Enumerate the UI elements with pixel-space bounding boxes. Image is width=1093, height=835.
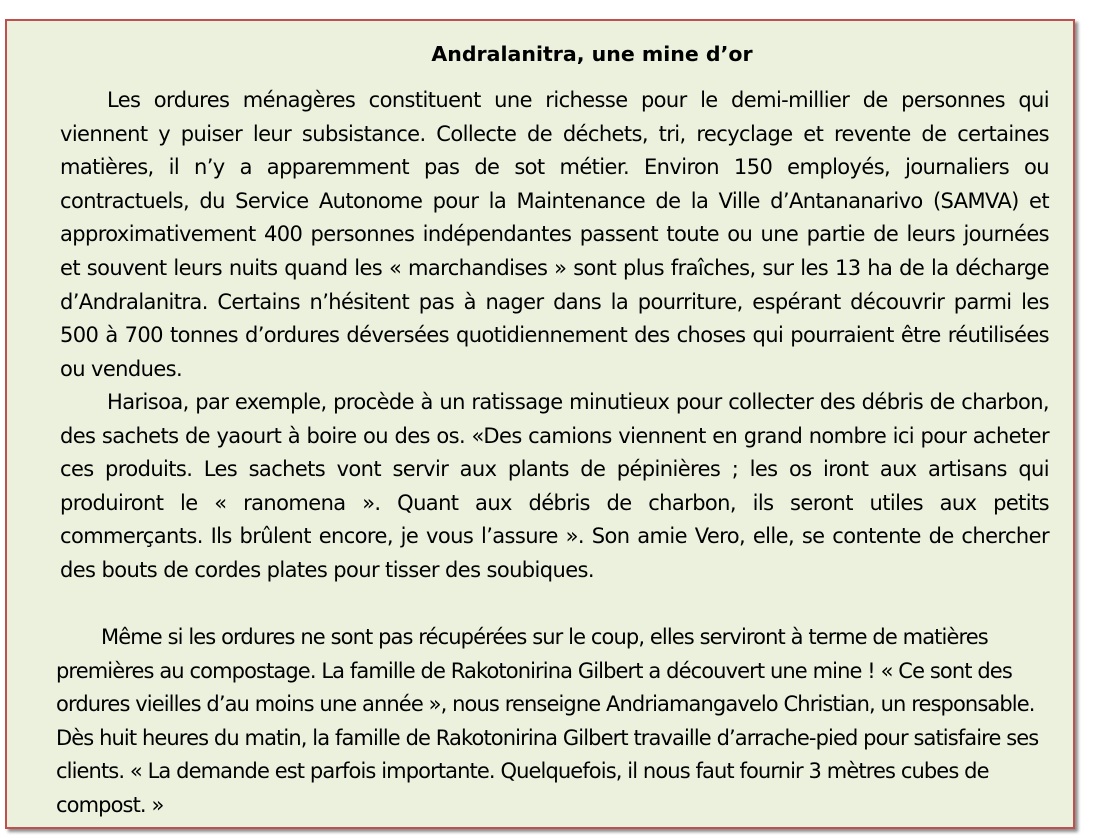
- paragraph-1: Les ordures ménagères constituent une richesse pour le demi-millier de personnes qui viennent y puiser leur subsistance. Collecte de déchets, tri, recyclage et revente de certaines matières, il n’y a apparemment pas de sot métier. Environ 150 employés, journaliers ou contractuels, du Service Autonome pour la Maintenance de la Ville d’Antananarivo (SAMVA) et approximativement 400 personnes indépendantes passent toute ou une partie de leurs journées et souvent leurs nuits quand les « marchandises » sont plus fraîches, sur les 13 ha de la décharge d’Andralanitra. Certains n’hésitent pas à nager dans la pourriture, espérant découvrir parmi les 500 à 700 tonnes d’ordures déversées quotidiennement des choses qui pourraient être réutilisées ou vendues.: [60, 88, 1049, 381]
- article-box: [5, 19, 1075, 829]
- article-title: Andralanitra, une mine d’or: [431, 42, 753, 66]
- paragraph-2: Harisoa, par exemple, procède à un ratissage minutieux pour collecter des débris de charbon, des sachets de yaourt à boire ou des os. «Des camions viennent en grand nombre ici pour acheter ces produits. Les sachets vont servir aux plants de pépinières ; les os iront aux artisans qui produiront le « ranomena ». Quant aux débris de charbon, ils seront utiles aux petits commerçants. Ils brûlent encore, je vous l’assure ». Son amie Vero, elle, se contente de chercher des bouts de cordes plates pour tisser des soubiques.: [60, 390, 1049, 582]
- paragraph-3: Même si les ordures ne sont pas récupérées sur le coup, elles serviront à terme de matières premières au compostage. La famille de Rakotonirina Gilbert a découvert une mine ! « Ce sont des ordures vieilles d’au moins une année », nous renseigne Andriamangavelo Christian, un responsable. Dès huit heures du matin, la famille de Rakotonirina Gilbert travaille d’arrache-pied pour satisfaire ses clients. « La demande est parfois importante. Quelquefois, il nous faut fournir 3 mètres cubes de compost. »: [56, 625, 1039, 817]
